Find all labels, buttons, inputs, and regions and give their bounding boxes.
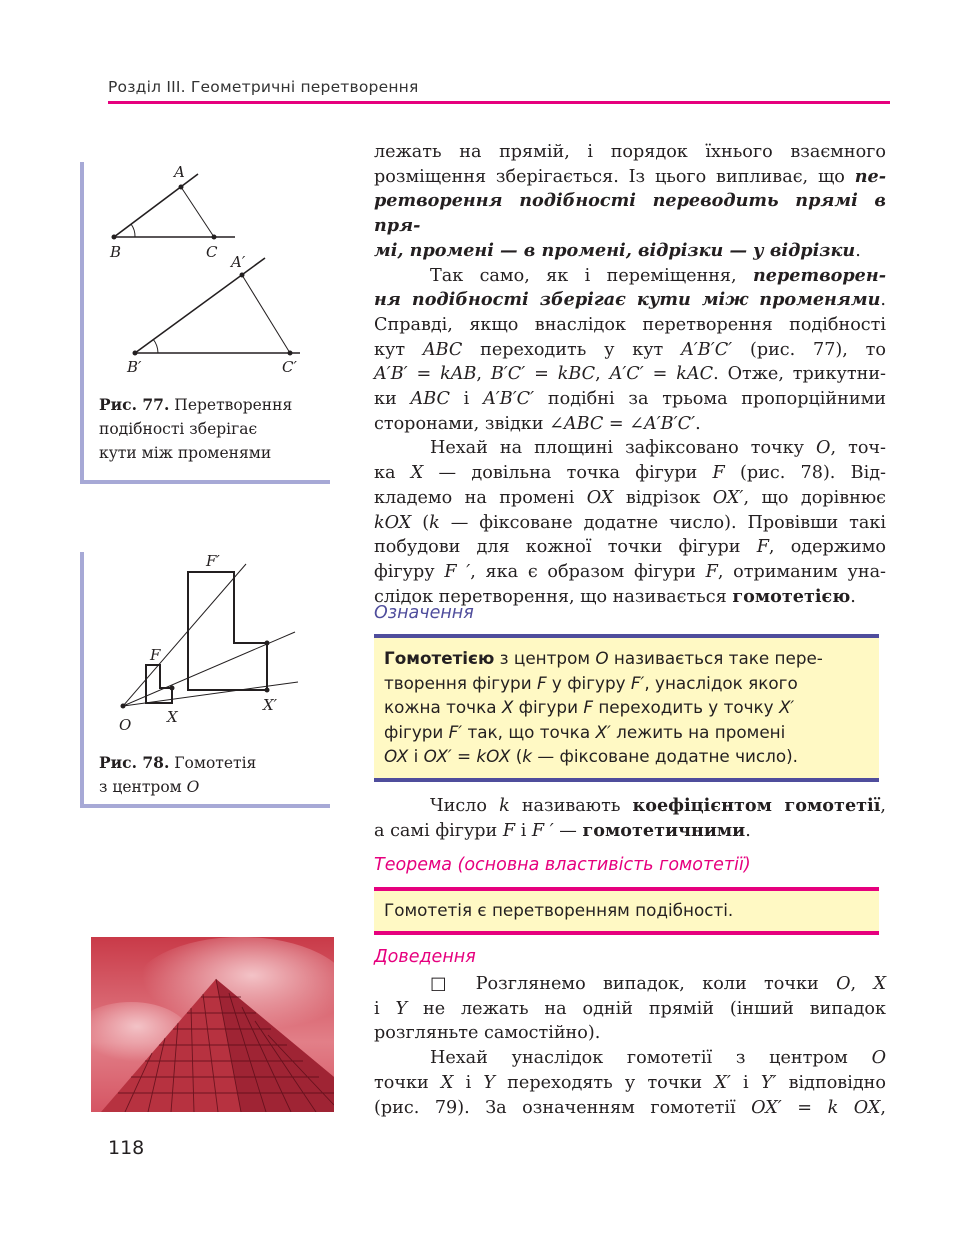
fig77-angle-arc-b: [131, 224, 135, 237]
fig77-label-c: C: [206, 243, 218, 261]
fig77-angle-arc-b1: [153, 339, 158, 353]
page-number: 118: [108, 1137, 145, 1159]
fig78-label-f1: F′: [206, 552, 220, 570]
fig77-point-a: [179, 185, 184, 190]
fig77-point-b1: [133, 351, 138, 356]
running-header: Розділ ІІІ. Геометричні перетворення: [108, 78, 419, 96]
fig77-segment-a1c1: [242, 275, 290, 353]
fig78-label-x: X: [167, 708, 178, 726]
fig77-label-b1: B′: [127, 358, 142, 376]
fig77-segment-ac: [181, 187, 214, 237]
figure-77-diagram: [95, 160, 315, 380]
figure-78-diagram: [100, 550, 320, 740]
fig78-point-x1: [265, 688, 270, 693]
fig77-point-c: [212, 235, 217, 240]
fig77-point-a1: [240, 273, 245, 278]
paragraph-2: Так само, як і переміщення, перетворен- ня подібності зберігає кути між променями. Справді, якщо внаслідок перетворення подібності кут ABC переходить у кут A′B′C′ (рис. 77), то A′B′ = kAB, B′C′ = kBC, A′C′ = kAC. Отже, трикутни- ки ABC і A′B′C′ подібні за трьома пропорційними сторонами, звідки ∠ABC = ∠A′B′C′.: [374, 264, 887, 434]
fig78-caption-number: Рис. 78.: [99, 753, 170, 772]
header-rule: [108, 101, 890, 104]
fig78-figure-f: [146, 665, 172, 703]
fig77-point-b: [112, 235, 117, 240]
fig78-label-f: F: [150, 646, 161, 664]
pyramid-photo: [91, 937, 334, 1112]
fig78-figure-f1: [188, 572, 267, 690]
fig78-label-o: O: [119, 716, 132, 734]
fig78-ray-top: [123, 564, 246, 706]
fig77-label-c1: C′: [282, 358, 297, 376]
fig78-point-o: [121, 704, 126, 709]
fig77-label-b: B: [110, 243, 122, 261]
term-homothety: Гомотетією: [384, 648, 495, 668]
proof-text: □ Розглянемо випадок, коли точки O, X і Y не лежать на одній прямій (інший випадок розгляньте самостійно). Нехай унаслідок гомотетії з центром O точки X і Y переходять у точки X′ і Y′ відповідно (рис. 79). За означенням гомотетії OX′ = k OX,: [374, 974, 887, 1118]
definition-title: Означення: [374, 603, 474, 623]
figure-78-caption: Рис. 78. Гомотетія з центром O: [99, 753, 257, 796]
fig78-label-x1: X′: [263, 696, 278, 714]
main-text-column: [374, 140, 886, 609]
fig77-label-a1: A′: [231, 253, 246, 271]
paragraph-4: Число k називають коефіцієнтом гомотетії, а самі фігури F і F ′ — гомотетичними.: [374, 795, 887, 841]
proof-title: Доведення: [374, 947, 476, 967]
figure-77-caption: Рис. 77. Перетворення подібності зберігає кути між променями: [99, 395, 293, 462]
fig77-ray-ba: [114, 174, 198, 237]
fig78-point-x: [170, 686, 175, 691]
fig77-label-a: A: [174, 163, 185, 181]
definition-box: Гомотетією з центром O називається таке пере- творення фігури F у фігуру F′, унаслідок якого кожна точка X фігури F переходить у точку X′ фігури F′ так, що точка X′ лежить на промені OX і OX′ = kOX (k — фіксоване додатне число).: [374, 634, 879, 782]
fig77-caption-number: Рис. 77.: [99, 395, 170, 414]
fig77-point-c1: [288, 351, 293, 356]
theorem-title: Теорема (основна властивість гомотетії): [374, 855, 751, 875]
theorem-box: Гомотетія є перетворенням подібності.: [374, 887, 879, 935]
paragraph-3: Нехай на площині зафіксовано точку O, точ- ка X — довільна точка фігури F (рис. 78). Від- кладемо на промені OX відрізок OX′, що дорівнює kOX (k — фіксоване додатне число). Провівши такі побудови для кожної точки фігури F, одержимо фігуру F ′, яка є образом фігури F, отриманим уна- слідок перетворення, що називається гомотетією.: [374, 438, 887, 607]
fig77-ray-b1a1: [135, 258, 265, 353]
paragraph-1: лежать на прямій, і порядок їхнього взаємного розміщення зберігається. Із цього випливає, що пе- ретворення подібності переводить прямі в пря- мі, промені — в промені, відрізки — у відрізки.: [374, 142, 886, 261]
fig78-point-f1-vertex: [265, 641, 270, 646]
